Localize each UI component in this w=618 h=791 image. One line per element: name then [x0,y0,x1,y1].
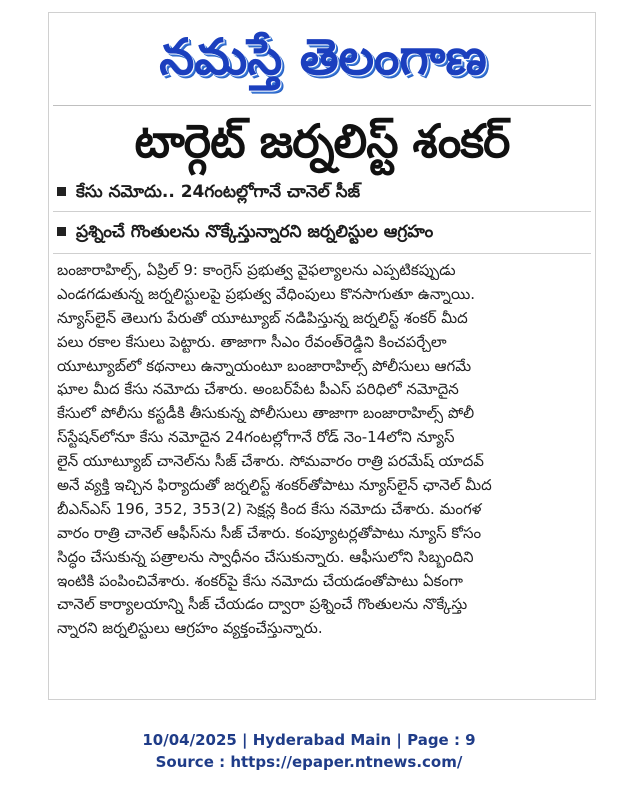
bullet-square-icon [57,227,66,236]
source-link[interactable]: Source : https://epaper.ntnews.com/ [155,753,463,771]
body-line: న్నారని జర్నలిస్టులు ఆగ్రహం వ్యక్తంచేస్తున్నారు. [57,619,323,638]
article-headline: టార్గెట్ జర్నలిస్ట్ శంకర్ [134,114,510,168]
newspaper-masthead [109,13,537,101]
edition-info: 10/04/2025 | Hyderabad Main | Page : 9 [142,731,476,749]
body-line: చానెల్ కార్యాలయాన్ని సీజ్ చేయడం ద్వారా ప్రశ్నించే గొంతులను నొక్కేస్తు [57,595,468,614]
body-line: లైన్ యూట్యూబ్ చానెల్‌ను సీజ్ చేశారు. సోమవారం రాత్రి పరమేష్ యాదవ్ [57,452,484,471]
body-line: స్‌స్టేషన్‌లోనూ కేసు నమోదైన 24గంటల్లోగానే రోడ్ నెం-14లోని న్యూస్ [57,428,455,447]
body-line: బీఎన్ఎస్ 196, 352, 353(2) సెక్షన్ల కింద కేసు నమోదు చేశారు. మంగళ [57,499,482,518]
body-line: యూట్యూబ్‌లో కథనాలు ఉన్నాయంటూ బంజారాహిల్స్ పోలీసులు ఆగమే [57,356,472,375]
subheading-divider [53,253,591,254]
subheading-text: కేసు నమోదు.. 24గంటల్లోగానే చానెల్ సీజ్ [76,182,361,202]
article-body [57,259,587,641]
body-line: పలు రకాల కేసులు పెట్టారు. తాజాగా సీఎం రేవంత్‌రెడ్డిని కించపర్చేలా [57,332,447,351]
body-line: సిద్ధం చేసుకున్న పత్రాలను స్వాధీనం చేసుకున్నారు. ఆఫీసులోని సిబ్బందిని [57,547,474,566]
newspaper-clipping [48,12,596,700]
subheading-bullet [57,217,587,247]
body-line: బంజారాహిల్స్, ఏప్రిల్ 9: కాంగ్రెస్ ప్రభుత్వ వైఫల్యాలను ఎప్పటికప్పుడు [57,261,456,279]
body-line: వారం రాత్రి చానెల్ ఆఫీస్‌ను సీజ్ చేశారు. కంప్యూటర్లతోపాటు న్యూస్ కోసం [57,523,482,542]
body-line: ఘాల మీద కేసు నమోదు చేశారు. అంబర్‌పేట పీఎస్ పరిధిలో నమోదైన [57,380,459,399]
subheading-text: ప్రశ్నించే గొంతులను నొక్కేస్తున్నారని జర్నలిస్టుల ఆగ్రహం [76,222,434,242]
subheading-divider [53,211,591,212]
masthead-title: నమస్తే తెలంగాణ [159,28,487,86]
masthead-divider [53,105,591,106]
body-line: ఇంటికి పంపించివేశారు. శంకర్‌పై కేసు నమోదు చేయడంతోపాటు ఏకంగా [57,571,463,590]
body-line: ఎండగడుతున్న జర్నలిస్టులపై ప్రభుత్వ వేధింపులు కొనసాగుతూ ఉన్నాయి. [57,284,476,303]
body-line: న్యూస్‌లైన్ తెలుగు పేరుతో యూట్యూబ్ నడిపిస్తున్న జర్నలిస్ట్ శంకర్ మీద [57,308,468,327]
body-line: అనే వ్యక్తి ఇచ్చిన ఫిర్యాదుతో జర్నలిస్ట్ శంకర్‌తోపాటు న్యూస్‌లైన్ ఛానెల్ మీద [57,476,492,495]
body-line: కేసులో పోలీసు కస్టడీకి తీసుకున్న పోలీసులు తాజాగా బంజారాహిల్స్ పోలీ [57,404,475,423]
subheading-bullet [57,177,587,207]
bullet-square-icon [57,187,66,196]
